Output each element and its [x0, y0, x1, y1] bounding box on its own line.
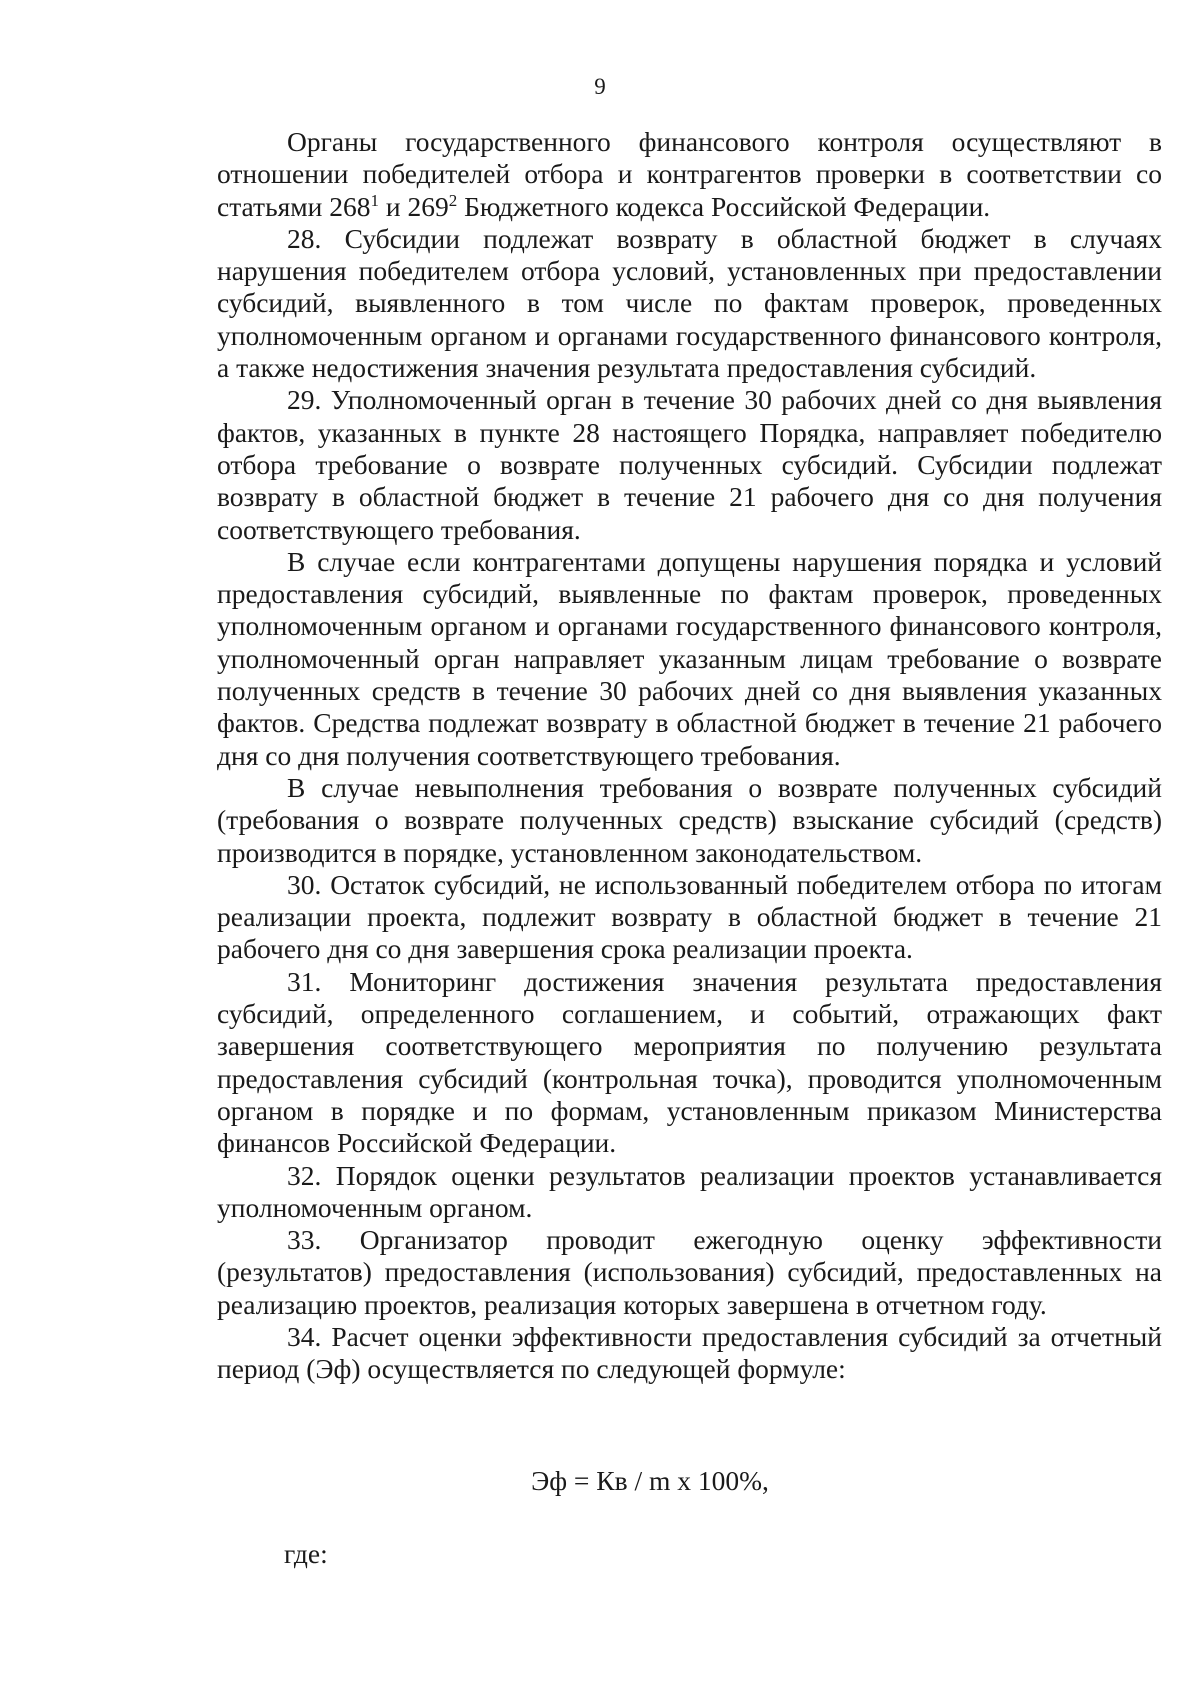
footnote-superscript: 2 [448, 190, 458, 210]
where-label: где: [284, 1538, 328, 1569]
efficiency-formula: Эф = Кв / m x 100%, [531, 1465, 769, 1496]
paragraph-item-28: 28. Субсидии подлежат возврату в областной бюджет в случаях нарушения победителем отбора условий, установленных при предоставлении субсидий, выявленного в том числе по фактам проверок, проведенных уполномоченным органом и органами государственного финансового контроля, а также недостижения значения результата предоставления субсидий. [217, 222, 1162, 384]
paragraph-item-34: 34. Расчет оценки эффективности предоставления субсидий за отчетный период (Эф) осуществляется по следующей формуле: [217, 1320, 1162, 1385]
paragraph-item-30: 30. Остаток субсидий, не использованный победителем отбора по итогам реализации проекта, подлежит возврату в областной бюджет в течение 21 рабочего дня со дня завершения срока реализации проекта. [217, 868, 1162, 965]
paragraph-financial-control [217, 126, 1162, 223]
footnote-superscript: 1 [370, 190, 380, 210]
paragraph-text: Органы государственного финансового контроля осуществляют в отношении победителей отбора и контрагентов проверки в соответствии со статьями 268 [217, 126, 1162, 222]
paragraph-item-29: 29. Уполномоченный орган в течение 30 рабочих дней со дня выявления фактов, указанных в пункте 28 настоящего Порядка, направляет победителю отбора требование о возврате полученных субсидий. Субсидии подлежат возврату в областной бюджет в течение 21 рабочего дня со дня получения соответствующего требования. [217, 384, 1162, 545]
paragraph-item-32: 32. Порядок оценки результатов реализации проектов устанавливается уполномоченным органом. [217, 1159, 1162, 1223]
document-body [217, 126, 1162, 1386]
paragraph-item-31: 31. Мониторинг достижения значения результата предоставления субсидий, определенного соглашением, и событий, отражающих факт завершения соответствующего мероприятия по получению результата предоставления субсидий (контрольная точка), проводится уполномоченным органом в порядке и по формам, установленным приказом Министерства финансов Российской Федерации. [217, 965, 1162, 1159]
paragraph-non-compliance: В случае невыполнения требования о возврате полученных субсидий (требования о возврате полученных средств) взыскание субсидий (средств) производится в порядке, установленном законодательством. [217, 771, 1162, 868]
paragraph-contractors: В случае если контрагентами допущены нарушения порядка и условий предоставления субсидий, выявленные по фактам проверок, проведенных уполномоченным органом и органами государственного финансового контроля, уполномоченный орган направляет указанным лицам требование о возврате полученных средств в течение 30 рабочих дней со дня выявления указанных фактов. Средства подлежат возврату в областной бюджет в течение 21 рабочего дня со дня получения соответствующего требования. [217, 545, 1162, 771]
page-number: 9 [594, 74, 606, 99]
paragraph-item-33: 33. Организатор проводит ежегодную оценку эффективности (результатов) предоставления (использования) субсидий, предоставленных на реализацию проектов, реализация которых завершена в отчетном году. [217, 1224, 1162, 1320]
paragraph-text: Бюджетного кодекса Российской Федерации. [457, 190, 991, 222]
paragraph-text: и 269 [379, 190, 449, 222]
